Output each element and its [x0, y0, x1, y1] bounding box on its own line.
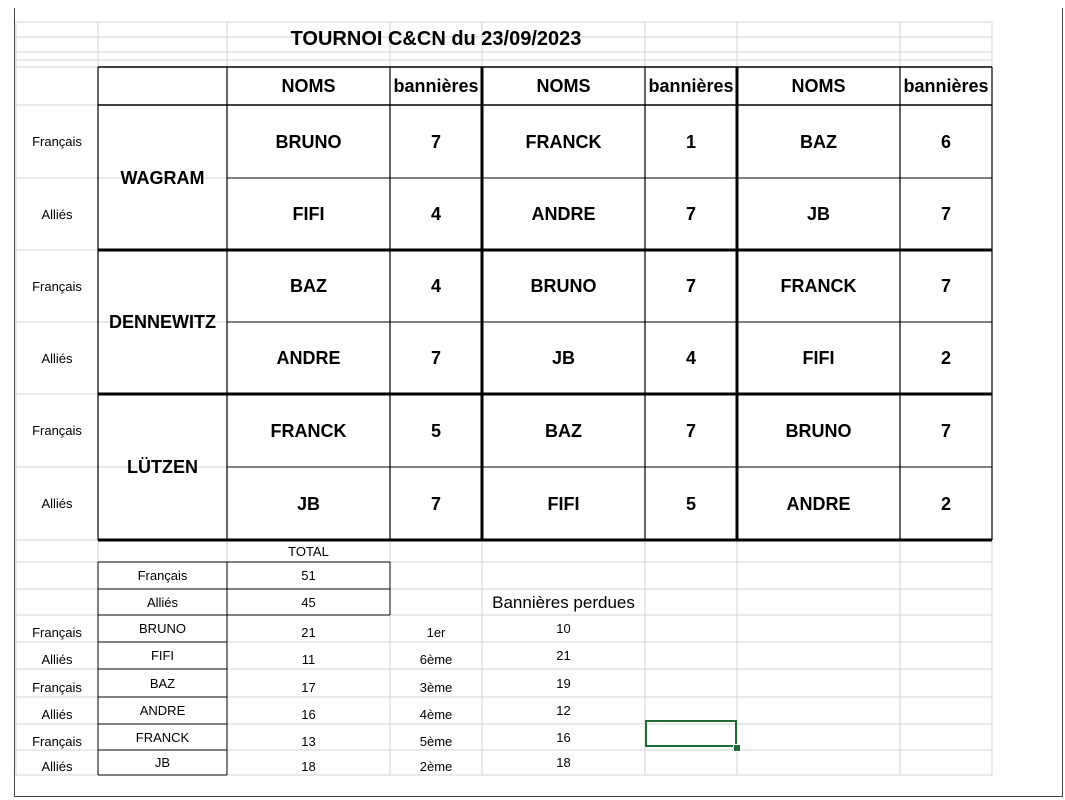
- total-side-label[interactable]: Français: [137, 568, 188, 583]
- banner-count-cell[interactable]: 6: [940, 131, 951, 152]
- player-total[interactable]: 21: [301, 625, 316, 640]
- player-name-cell[interactable]: BAZ: [800, 131, 837, 152]
- banner-count-cell[interactable]: 4: [430, 204, 441, 224]
- column-header[interactable]: bannières: [393, 76, 479, 96]
- total-side-label[interactable]: Alliés: [146, 594, 179, 610]
- column-header[interactable]: NOMS: [536, 76, 591, 96]
- player-side-label[interactable]: Alliés: [41, 707, 73, 722]
- player-name-cell[interactable]: ANDRE: [531, 204, 596, 224]
- player-lost-banners[interactable]: 18: [556, 755, 571, 770]
- player-name-cell[interactable]: JB: [551, 348, 575, 368]
- side-label[interactable]: Français: [32, 134, 82, 149]
- player-name-cell[interactable]: ANDRE: [786, 493, 851, 514]
- player-name-cell[interactable]: JB: [296, 493, 320, 514]
- player-name[interactable]: ANDRE: [139, 703, 186, 718]
- player-name-cell[interactable]: BAZ: [545, 420, 582, 441]
- side-label[interactable]: Français: [32, 423, 82, 438]
- banner-count-cell[interactable]: 5: [430, 420, 441, 441]
- column-header[interactable]: bannières: [648, 76, 734, 96]
- player-total[interactable]: 16: [301, 707, 316, 722]
- player-lost-banners[interactable]: 19: [556, 675, 571, 691]
- player-name-cell[interactable]: BAZ: [290, 276, 327, 296]
- banner-count-cell[interactable]: 4: [685, 348, 696, 368]
- selected-cell[interactable]: [645, 720, 737, 747]
- player-lost-banners[interactable]: 16: [556, 729, 571, 745]
- player-name[interactable]: BAZ: [149, 675, 176, 691]
- player-total[interactable]: 17: [301, 679, 316, 695]
- player-rank[interactable]: 6ème: [419, 652, 453, 667]
- player-name-cell[interactable]: ANDRE: [276, 348, 341, 368]
- player-side-label[interactable]: Français: [32, 625, 82, 640]
- side-label[interactable]: Français: [32, 278, 82, 294]
- player-name-cell[interactable]: FIFI: [292, 204, 325, 224]
- column-header[interactable]: bannières: [903, 76, 989, 96]
- player-total[interactable]: 13: [301, 733, 316, 749]
- player-name[interactable]: FRANCK: [135, 729, 190, 745]
- side-label[interactable]: Alliés: [41, 496, 73, 511]
- player-side-label[interactable]: Français: [32, 733, 82, 749]
- column-header[interactable]: NOMS: [791, 76, 846, 96]
- banner-count-cell[interactable]: 7: [685, 204, 696, 224]
- player-name-cell[interactable]: FIFI: [802, 348, 835, 368]
- banner-count-cell[interactable]: 7: [430, 348, 441, 368]
- banner-count-cell[interactable]: 1: [685, 131, 696, 152]
- banner-count-cell[interactable]: 7: [940, 276, 951, 296]
- total-value[interactable]: 45: [301, 594, 316, 610]
- banner-count-cell[interactable]: 7: [430, 131, 441, 152]
- player-rank[interactable]: 3ème: [419, 679, 453, 695]
- player-rank[interactable]: 2ème: [419, 759, 453, 774]
- sheet-title[interactable]: TOURNOI C&CN du 23/09/2023: [290, 27, 582, 50]
- total-label[interactable]: TOTAL: [288, 543, 329, 559]
- player-side-label[interactable]: Alliés: [41, 759, 73, 774]
- player-name-cell[interactable]: JB: [806, 204, 830, 224]
- player-lost-banners[interactable]: 21: [556, 648, 571, 663]
- banner-count-cell[interactable]: 7: [430, 493, 441, 514]
- battle-name[interactable]: DENNEWITZ: [109, 312, 216, 332]
- player-lost-banners[interactable]: 10: [556, 621, 571, 636]
- player-lost-banners[interactable]: 12: [556, 703, 571, 718]
- battle-name[interactable]: LÜTZEN: [127, 457, 198, 477]
- column-header[interactable]: NOMS: [281, 76, 336, 96]
- player-name-cell[interactable]: FIFI: [547, 493, 580, 514]
- banner-count-cell[interactable]: 7: [685, 276, 696, 296]
- battle-name[interactable]: WAGRAM: [120, 167, 205, 188]
- player-rank[interactable]: 4ème: [419, 707, 453, 722]
- player-name-cell[interactable]: BRUNO: [275, 131, 342, 152]
- banner-count-cell[interactable]: 5: [685, 493, 696, 514]
- player-name[interactable]: BRUNO: [139, 621, 186, 636]
- banner-count-cell[interactable]: 2: [940, 348, 951, 368]
- player-name-cell[interactable]: FRANCK: [780, 276, 857, 296]
- player-name-cell[interactable]: BRUNO: [785, 420, 852, 441]
- player-name[interactable]: FIFI: [150, 648, 175, 663]
- side-label[interactable]: Alliés: [41, 206, 73, 222]
- banner-count-cell[interactable]: 2: [940, 493, 951, 514]
- banner-count-cell[interactable]: 7: [940, 204, 951, 224]
- total-value[interactable]: 51: [301, 568, 316, 583]
- player-rank[interactable]: 5ème: [419, 733, 453, 749]
- player-name-cell[interactable]: FRANCK: [525, 131, 602, 152]
- player-total[interactable]: 18: [301, 759, 316, 774]
- player-total[interactable]: 11: [301, 652, 316, 667]
- player-name-cell[interactable]: BRUNO: [530, 276, 597, 296]
- fill-handle[interactable]: [733, 744, 741, 752]
- banner-count-cell[interactable]: 7: [685, 420, 696, 441]
- banner-count-cell[interactable]: 7: [940, 420, 951, 441]
- banner-count-cell[interactable]: 4: [430, 276, 441, 296]
- player-side-label[interactable]: Français: [32, 679, 82, 695]
- player-rank[interactable]: 1er: [426, 625, 446, 640]
- player-name-cell[interactable]: FRANCK: [270, 420, 347, 441]
- player-side-label[interactable]: Alliés: [41, 652, 73, 667]
- player-name[interactable]: JB: [154, 755, 171, 770]
- lost-banners-label[interactable]: Bannières perdues: [492, 592, 635, 612]
- side-label[interactable]: Alliés: [41, 350, 73, 366]
